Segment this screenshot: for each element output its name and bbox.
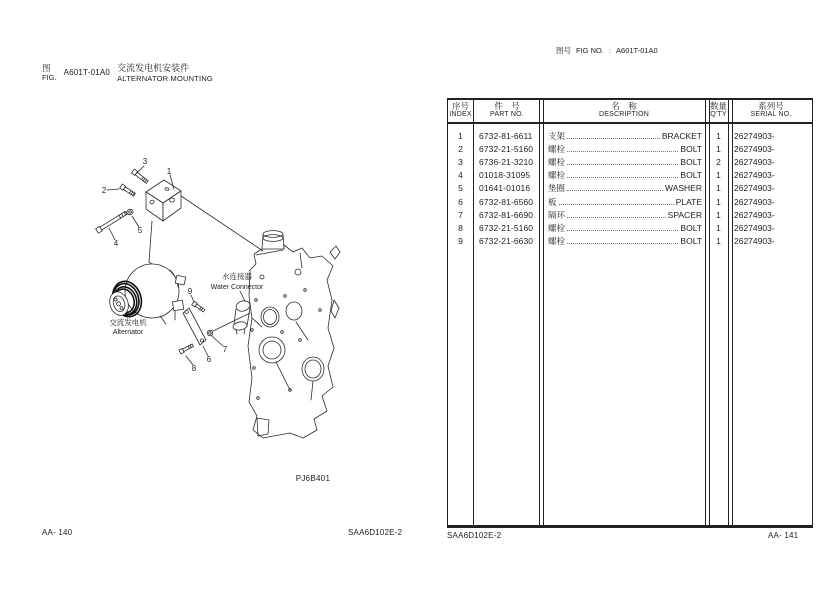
cell-index: 1 xyxy=(458,130,463,141)
fig-no-label-zh: 图号 xyxy=(556,46,571,55)
cell-qty: 1 xyxy=(716,236,721,247)
cell-serial: 26274903- xyxy=(734,143,775,154)
desc-zh: 支架 xyxy=(548,130,566,141)
right-book-code: SAA6D102E-2 xyxy=(447,531,502,540)
cell-description xyxy=(541,222,707,234)
table-header-row xyxy=(448,100,812,124)
desc-zh: 螺栓 xyxy=(548,143,566,154)
cell-description xyxy=(541,143,707,155)
table-rule-index-part xyxy=(473,100,474,525)
bolt-3 xyxy=(132,169,149,184)
cell-part-no: 6732-81-6611 xyxy=(479,130,533,141)
cell-serial: 26274903- xyxy=(734,183,775,194)
leader-dots xyxy=(567,177,678,178)
desc-zh: 隔环 xyxy=(548,209,566,220)
header-qty-zh: 数量 xyxy=(709,101,727,111)
header-serial xyxy=(730,100,812,122)
header-part-zh: 件 号 xyxy=(494,101,520,111)
cell-qty: 1 xyxy=(716,130,721,141)
table-row xyxy=(448,182,812,195)
figure-title-zh: 交流发电机安装件 xyxy=(117,63,190,73)
cell-index: 8 xyxy=(458,222,463,233)
bolt-9 xyxy=(192,301,206,312)
table-rule-desc-qty xyxy=(705,100,710,525)
callout-5: 5 xyxy=(137,226,143,235)
table-rule-qty-serial xyxy=(728,100,733,525)
cell-part-no: 6732-21-5160 xyxy=(479,143,534,154)
callout-2: 2 xyxy=(101,186,107,195)
desc-zh: 垫圈 xyxy=(548,183,566,194)
alternator xyxy=(104,264,185,324)
cell-index: 3 xyxy=(458,156,463,167)
cell-description xyxy=(541,169,707,181)
header-serial-zh: 系列号 xyxy=(758,101,784,111)
cell-serial: 26274903- xyxy=(734,170,775,181)
desc-en: WASHER xyxy=(665,183,702,194)
cell-qty: 2 xyxy=(716,156,721,167)
header-index-en: INDEX xyxy=(449,111,472,119)
desc-zh: 螺栓 xyxy=(548,156,566,167)
cell-qty: 1 xyxy=(716,170,721,181)
bolt-8 xyxy=(179,343,194,354)
leader-dots xyxy=(567,164,678,165)
cell-qty: 1 xyxy=(716,143,721,154)
cell-part-no: 6732-21-6630 xyxy=(479,236,534,247)
fig-no-separator: : xyxy=(608,46,612,55)
callout-3: 3 xyxy=(142,157,148,166)
table-row xyxy=(448,142,812,155)
table-empty-area xyxy=(448,248,812,525)
header-part-en: PART NO. xyxy=(490,111,524,119)
cell-qty: 1 xyxy=(716,183,721,194)
table-body xyxy=(448,124,812,248)
bolt-4 xyxy=(96,211,128,234)
fig-no-label-en: FIG NO. xyxy=(576,46,604,55)
desc-en: BOLT xyxy=(680,236,702,247)
cell-part-no: 01018-31095 xyxy=(479,170,531,181)
callout-6: 6 xyxy=(206,355,212,364)
leader-dots xyxy=(559,204,674,205)
cell-description xyxy=(541,182,707,194)
fig-label-en: FIG. xyxy=(42,73,57,83)
right-figure-header xyxy=(556,45,658,56)
desc-en: BOLT xyxy=(680,156,702,167)
water-connector-label-zh: 水连接器 xyxy=(222,272,252,281)
leader-dots xyxy=(567,151,678,152)
header-description xyxy=(541,100,707,122)
cell-description xyxy=(541,196,707,208)
table-rule-part-desc xyxy=(539,100,544,525)
leader-dots xyxy=(567,217,666,218)
drawing-code: PJ6B401 xyxy=(295,474,331,483)
desc-zh: 螺栓 xyxy=(548,170,566,181)
cell-index: 9 xyxy=(458,236,463,247)
callout-4: 4 xyxy=(113,239,119,248)
desc-zh: 螺栓 xyxy=(548,222,566,233)
cell-serial: 26274903- xyxy=(734,209,775,220)
desc-en: BOLT xyxy=(680,170,702,181)
alternator-label-en: Alternator xyxy=(112,329,144,336)
header-desc-zh: 名 称 xyxy=(611,101,637,111)
figure-number: A601T-01A0 xyxy=(63,68,111,77)
cell-serial: 26274903- xyxy=(734,156,775,167)
engine-front-cover xyxy=(248,231,340,438)
cell-index: 2 xyxy=(458,143,463,154)
callout-9: 9 xyxy=(187,287,193,296)
table-row xyxy=(448,195,812,208)
plate xyxy=(183,308,206,345)
left-book-code: SAA6D102E-2 xyxy=(348,528,403,537)
cell-serial: 26274903- xyxy=(734,196,775,207)
cell-serial: 26274903- xyxy=(734,236,775,247)
header-desc-en: DESCRIPTION xyxy=(598,111,650,119)
desc-zh: 板 xyxy=(548,196,557,207)
cell-part-no: 6736-21-3210 xyxy=(479,156,534,167)
cell-index: 6 xyxy=(458,196,463,207)
cell-part-no: 6732-81-6560 xyxy=(479,196,534,207)
leader-dots xyxy=(567,243,678,244)
cell-qty: 1 xyxy=(716,196,721,207)
callout-1: 1 xyxy=(166,167,172,176)
cell-description xyxy=(541,156,707,168)
fig-label-zh: 图 xyxy=(42,63,51,73)
table-row xyxy=(448,208,812,221)
leader-dots xyxy=(567,230,678,231)
cell-index: 7 xyxy=(458,209,463,220)
header-qty-en: Q'TY xyxy=(710,111,727,119)
fig-no-value: A601T-01A0 xyxy=(616,46,658,55)
cell-description xyxy=(541,130,707,142)
table-row xyxy=(448,155,812,168)
desc-en: BOLT xyxy=(680,143,702,154)
header-serial-en: SERIAL NO. xyxy=(750,111,792,119)
cell-description xyxy=(541,209,707,221)
bolt-2 xyxy=(120,184,136,197)
header-part-no xyxy=(473,100,541,122)
cell-qty: 1 xyxy=(716,222,721,233)
right-page-number: AA- 141 xyxy=(768,531,799,540)
cell-description xyxy=(541,235,707,247)
desc-en: BRACKET xyxy=(661,130,702,141)
parts-table xyxy=(447,98,813,528)
leader-dots xyxy=(567,138,660,139)
cell-serial: 26274903- xyxy=(734,222,775,233)
mounting-bracket xyxy=(146,180,181,221)
cell-serial: 26274903- xyxy=(734,130,775,141)
cell-index: 5 xyxy=(458,183,463,194)
cell-part-no: 6732-81-6690 xyxy=(479,209,534,220)
header-index-zh: 序号 xyxy=(451,101,469,111)
cell-index: 4 xyxy=(458,170,463,181)
table-row xyxy=(448,221,812,234)
cell-part-no: 6732-21-5160 xyxy=(479,222,534,233)
cell-qty: 1 xyxy=(716,209,721,220)
table-row xyxy=(448,169,812,182)
leader-dots xyxy=(567,190,663,191)
left-page-number: AA- 140 xyxy=(42,528,73,537)
desc-en: BOLT xyxy=(680,222,702,233)
header-qty xyxy=(707,100,730,122)
figure-title-en: ALTERNATOR MOUNTING xyxy=(117,74,213,84)
alternator-label-zh: 交流发电机 xyxy=(109,318,147,327)
callout-7: 7 xyxy=(222,345,228,354)
desc-en: SPACER xyxy=(667,209,702,220)
callout-8: 8 xyxy=(191,364,197,373)
table-row xyxy=(448,129,812,142)
desc-zh: 螺栓 xyxy=(548,236,566,247)
header-index xyxy=(448,100,473,122)
table-row xyxy=(448,235,812,248)
spacer xyxy=(207,330,213,336)
cell-part-no: 01641-01016 xyxy=(479,183,531,194)
water-connector-label-en: Water Connector xyxy=(210,284,264,291)
desc-en: PLATE xyxy=(675,196,702,207)
